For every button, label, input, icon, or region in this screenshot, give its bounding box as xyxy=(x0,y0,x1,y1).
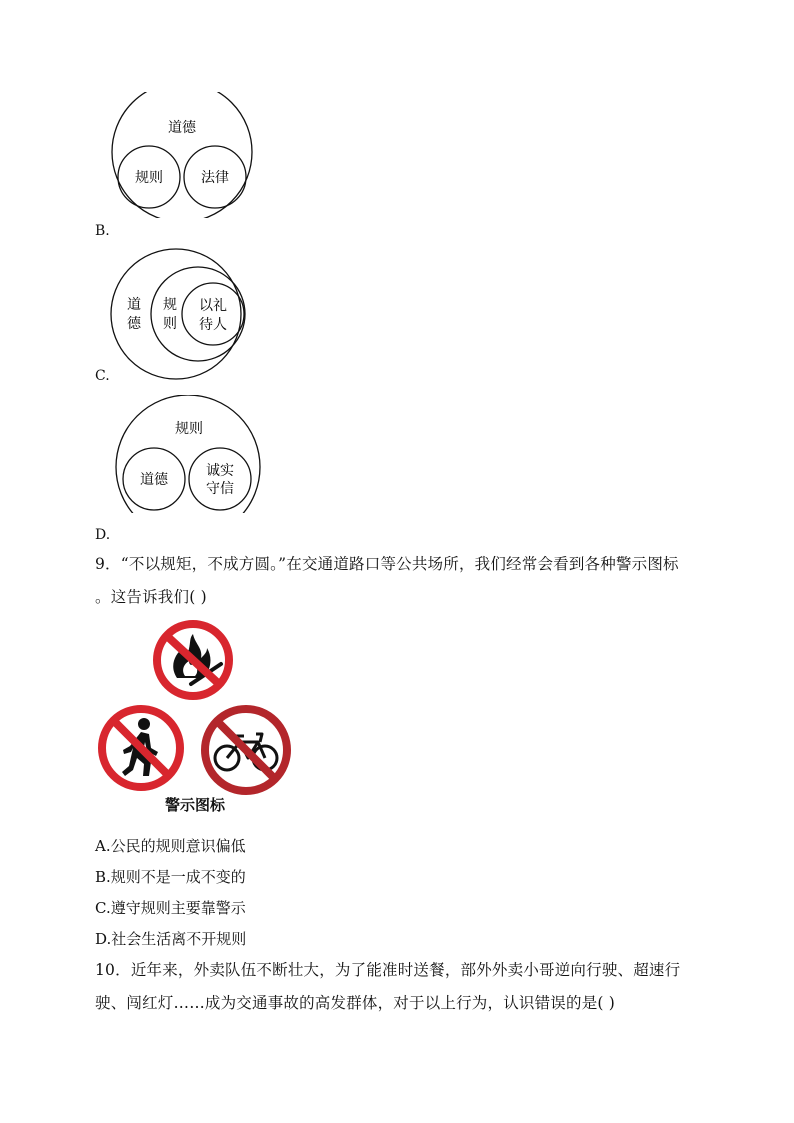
right-label-b: 法律 xyxy=(201,170,229,186)
outer-label-b: 道德 xyxy=(168,120,196,136)
question-10-line-1: 10．近年来，外卖队伍不断壮大，为了能准时送餐，部外外卖小哥逆向行驶、超速行 xyxy=(95,961,681,979)
figure-caption: 警示图标 xyxy=(165,796,226,814)
question-9-option-d[interactable]: D.社会生活离不开规则 xyxy=(95,930,247,948)
left-label-b: 规则 xyxy=(135,170,163,186)
option-label-b: B. xyxy=(95,223,110,239)
question-10 xyxy=(95,954,705,1020)
no-fire-icon xyxy=(151,618,235,702)
option-label-c: C. xyxy=(95,368,110,384)
middle-label-c-2: 则 xyxy=(163,316,177,332)
question-10-line-2: 驶、闯红灯……成为交通事故的高发群体，对于以上行为，认识错误的是( ) xyxy=(95,994,616,1012)
venn-diagram-c xyxy=(108,247,248,383)
question-9-line-1: 9．“不以规矩，不成方圆。”在交通道路口等公共场所，我们经常会看到各种警示图标 xyxy=(95,555,679,573)
inner-circle-c xyxy=(182,283,244,345)
right-label-d-2: 守信 xyxy=(206,481,234,497)
inner-label-c-2: 待人 xyxy=(199,317,227,333)
inner-label-c-1: 以礼 xyxy=(199,298,227,314)
middle-label-c-1: 规 xyxy=(163,297,177,313)
left-label-d: 道德 xyxy=(140,472,168,488)
question-9-option-c[interactable]: C.遵守规则主要靠警示 xyxy=(95,899,246,917)
question-9 xyxy=(95,548,705,614)
outer-circle-b xyxy=(112,92,252,218)
outer-label-c-1: 道 xyxy=(127,297,141,313)
outer-circle-c xyxy=(111,249,241,379)
option-label-d: D. xyxy=(95,527,111,543)
question-9-option-a[interactable]: A.公民的规则意识偏低 xyxy=(95,837,246,855)
no-pedestrian-icon xyxy=(97,704,185,792)
right-circle-d xyxy=(189,448,251,510)
venn-diagram-d xyxy=(112,395,264,513)
venn-diagram-b xyxy=(105,92,265,218)
question-9-option-b[interactable]: B.规则不是一成不变的 xyxy=(95,868,246,886)
outer-label-d: 规则 xyxy=(175,421,203,437)
right-label-d-1: 诚实 xyxy=(206,463,234,479)
no-bicycle-icon xyxy=(200,704,292,796)
question-9-line-2: 。这告诉我们( ) xyxy=(95,588,207,606)
outer-label-c-2: 德 xyxy=(127,316,141,332)
middle-circle-c xyxy=(151,267,245,361)
warning-signs-figure xyxy=(95,618,295,818)
